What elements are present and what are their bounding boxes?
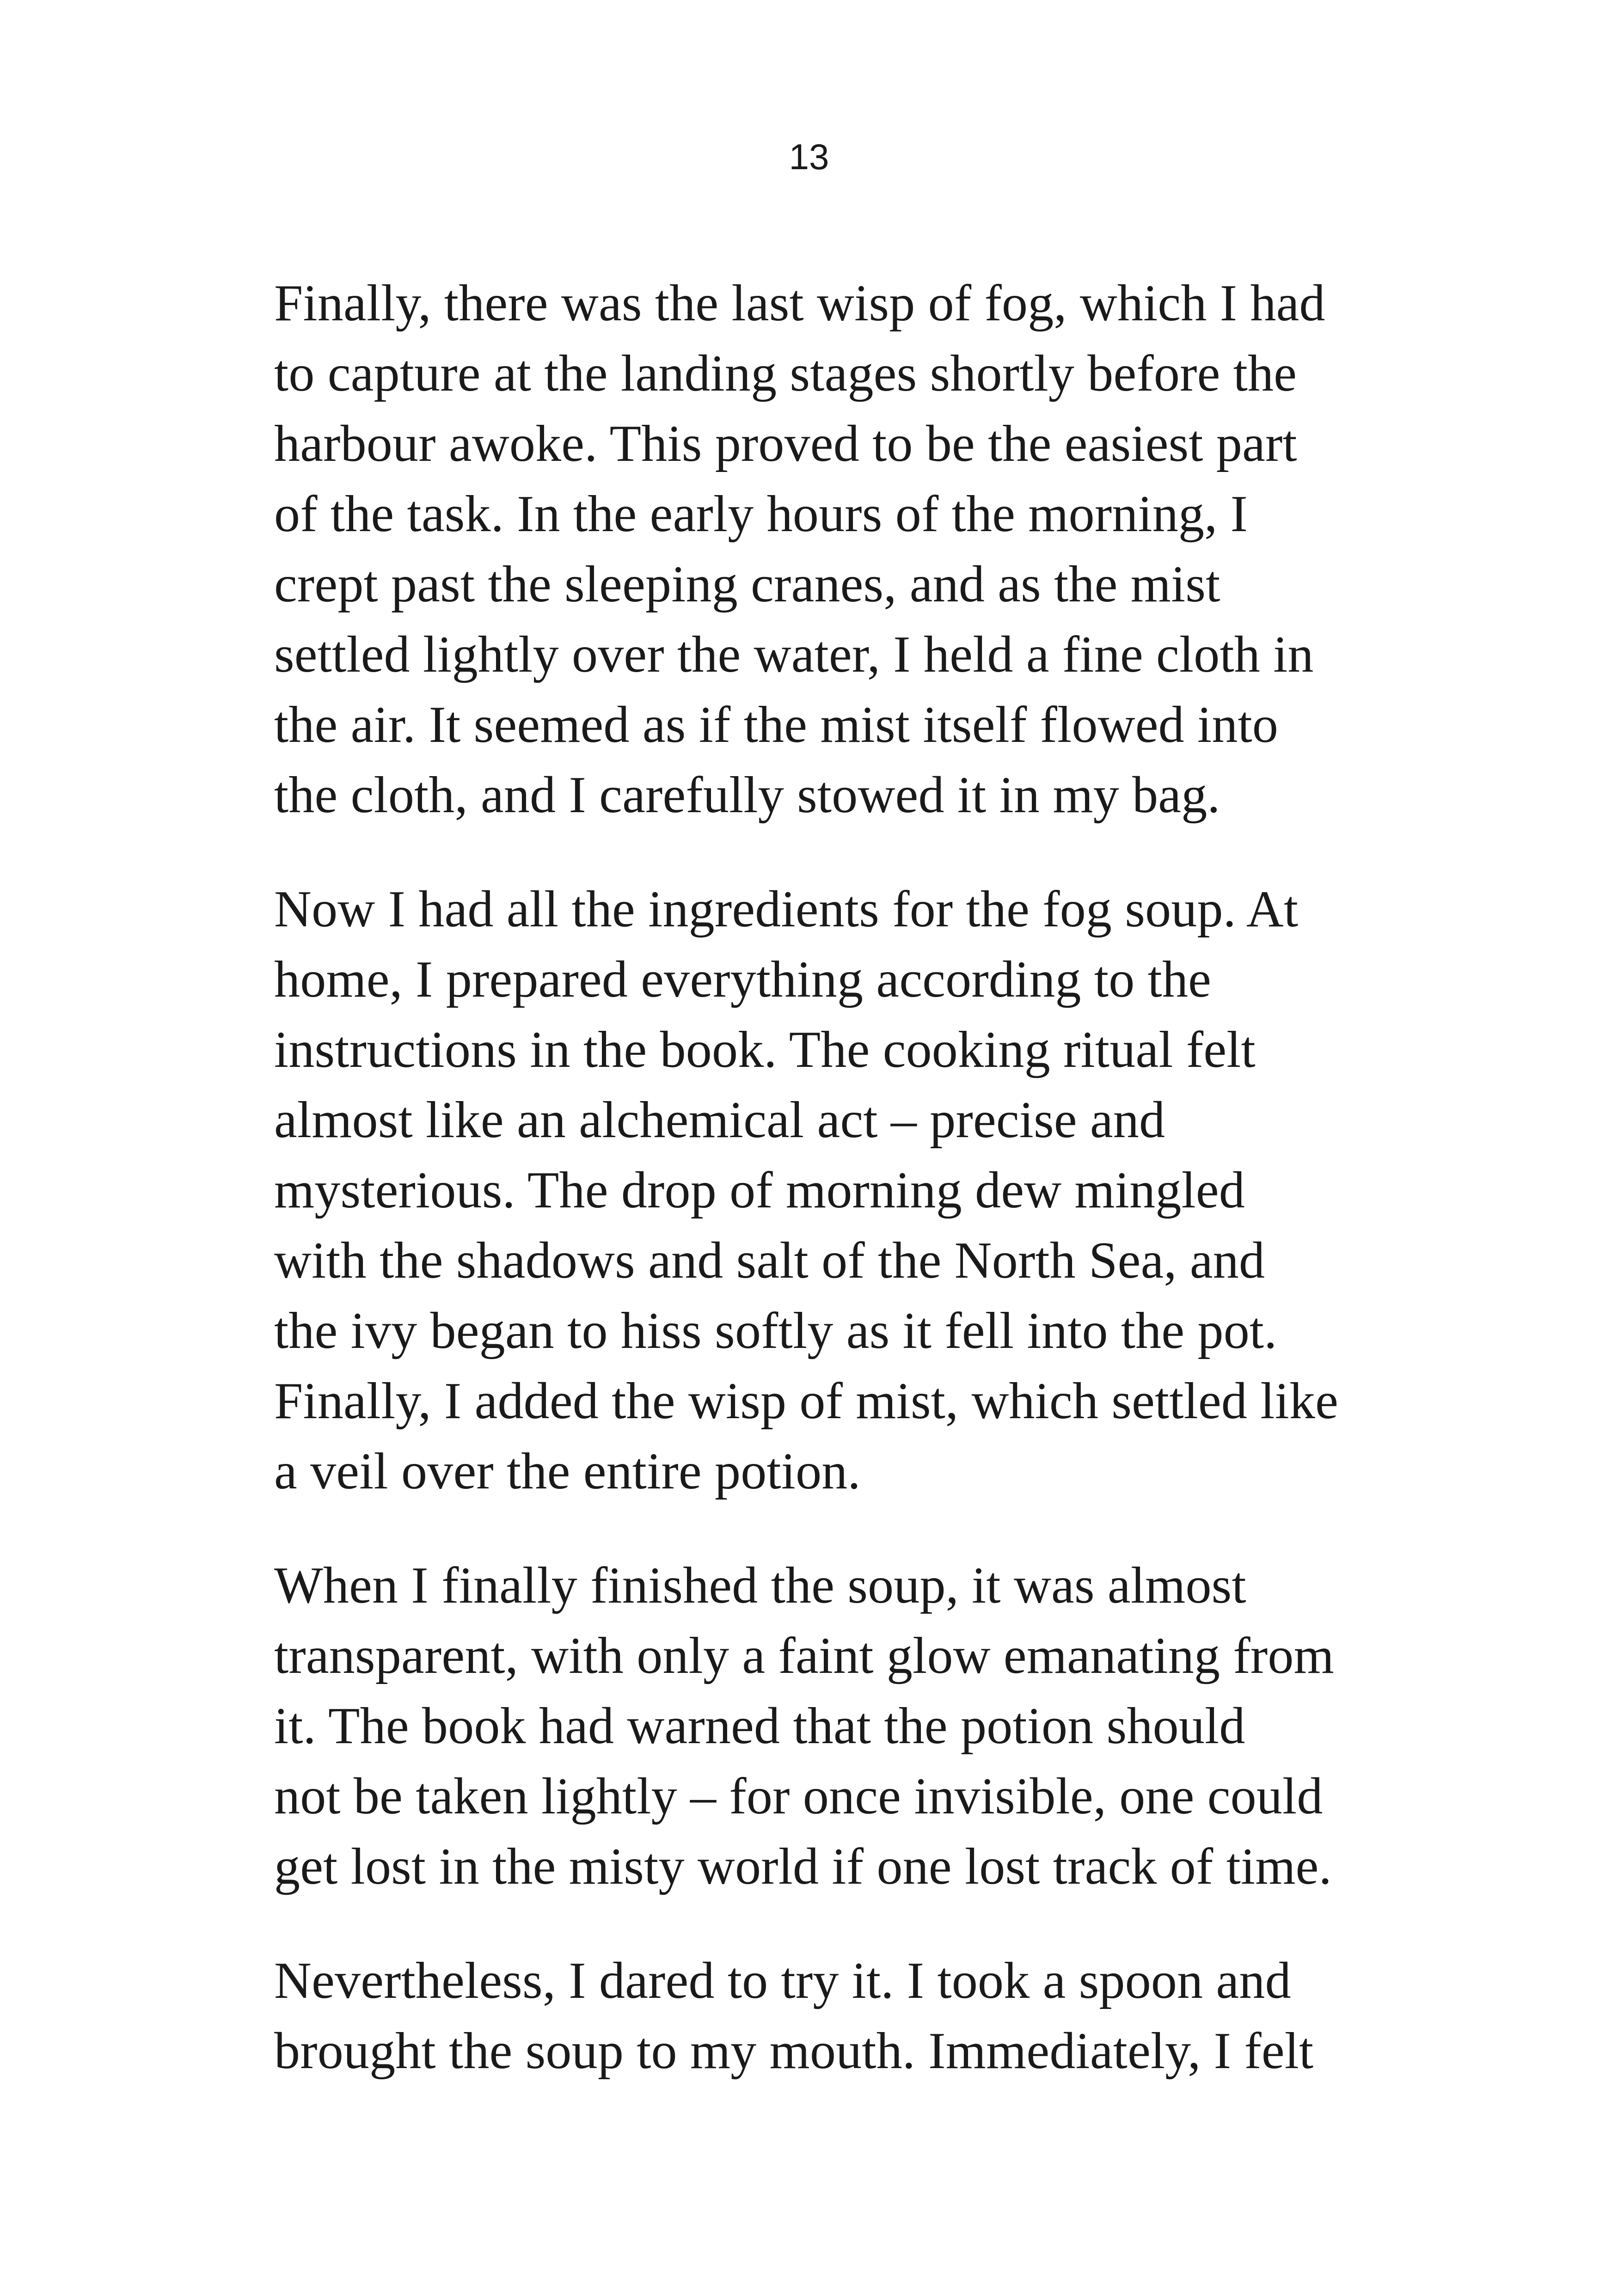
text-line: Finally, I added the wisp of mist, which settled like xyxy=(274,1372,1339,1430)
text-line: not be taken lightly – for once invisible, one could xyxy=(274,1768,1323,1825)
text-line: Now I had all the ingredients for the fog soup. At xyxy=(274,881,1299,938)
text-line: the air. It seemed as if the mist itself flowed into xyxy=(274,696,1279,753)
text-line: almost like an alchemical act – precise and xyxy=(274,1091,1165,1149)
paragraph-3 xyxy=(274,1550,1356,1902)
text-line: instructions in the book. The cooking ritual felt xyxy=(274,1021,1256,1078)
text-line: mysterious. The drop of morning dew mingled xyxy=(274,1162,1245,1219)
paragraph-4 xyxy=(274,1946,1356,2086)
paragraph-1 xyxy=(274,268,1356,830)
text-line: it. The book had warned that the potion should xyxy=(274,1697,1245,1755)
text-line: get lost in the misty world if one lost track of time. xyxy=(274,1838,1332,1895)
text-line: brought the soup to my mouth. Immediately, I felt xyxy=(274,2022,1314,2080)
text-line: Finally, there was the last wisp of fog, which I had xyxy=(274,275,1325,332)
text-line: to capture at the landing stages shortly before the xyxy=(274,345,1297,402)
text-line: When I finally finished the soup, it was almost xyxy=(274,1557,1246,1614)
text-line: a veil over the entire potion. xyxy=(274,1443,861,1500)
text-line: Nevertheless, I dared to try it. I took a spoon and xyxy=(274,1952,1291,2009)
text-line: home, I prepared everything according to the xyxy=(274,951,1212,1008)
paragraph-2 xyxy=(274,874,1356,1506)
text-line: of the task. In the early hours of the morning, I xyxy=(274,485,1248,543)
text-line: harbour awoke. This proved to be the easiest part xyxy=(274,415,1297,472)
text-line: with the shadows and salt of the North Sea, and xyxy=(274,1232,1265,1289)
text-line: the cloth, and I carefully stowed it in my bag. xyxy=(274,766,1220,824)
text-line: crept past the sleeping cranes, and as the mist xyxy=(274,556,1220,613)
body-text xyxy=(274,268,1356,2130)
text-line: the ivy began to hiss softly as it fell into the pot. xyxy=(274,1302,1277,1359)
text-line: transparent, with only a faint glow emanating from xyxy=(274,1627,1334,1684)
text-line: settled lightly over the water, I held a fine cloth in xyxy=(274,626,1314,683)
page-number: 13 xyxy=(789,136,829,177)
